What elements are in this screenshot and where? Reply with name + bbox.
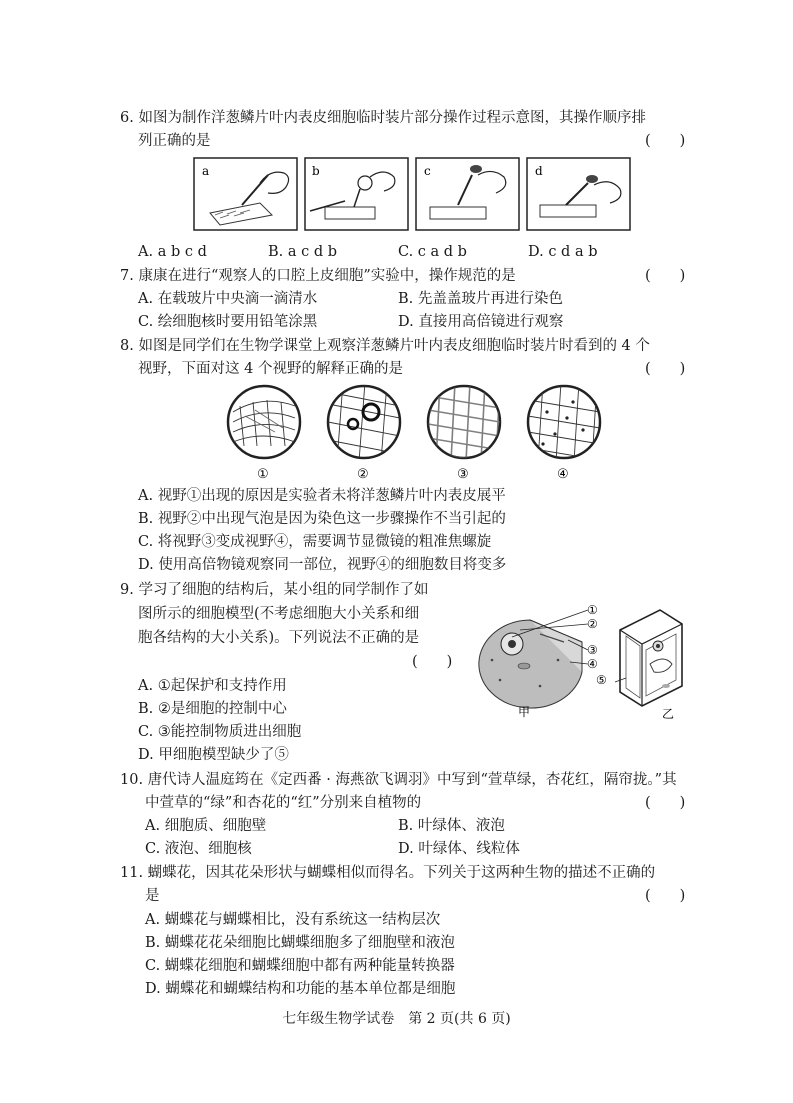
- q6-option-c: C. c a d b: [398, 244, 467, 260]
- q6-panel-a: [194, 158, 297, 230]
- q9-option-a: A. ①起保护和支持作用: [138, 678, 287, 694]
- q10-answer-paren: ( ): [645, 795, 686, 811]
- q8-option-c: C. 将视野③变成视野④，需要调节显微镜的粗准焦螺旋: [138, 534, 492, 550]
- q9-answer-paren: ( ): [412, 654, 453, 670]
- q8-field-2: [328, 382, 400, 482]
- q8-field-3-label: ③: [457, 467, 469, 482]
- q8-stem-line1: 8. 如图是同学们在生物学课堂上观察洋葱鳞片叶内表皮细胞临时装片时看到的 4 个: [120, 338, 650, 354]
- q8-option-a: A. 视野①出现的原因是实验者未将洋葱鳞片叶内表皮展平: [138, 488, 506, 504]
- q6-option-b: B. a c d b: [268, 244, 338, 260]
- q9-label-1: ①: [587, 603, 598, 617]
- q6-option-d: D. c d a b: [528, 244, 598, 260]
- q6-panel-b-label: b: [312, 164, 320, 178]
- q8-field-4: [528, 382, 600, 482]
- q8-answer-paren: ( ): [645, 361, 686, 377]
- q9-cell-model-figure: [470, 600, 695, 720]
- page-footer: 七年级生物学试卷 第 2 页(共 6 页): [282, 1011, 511, 1027]
- q6-panel-a-label: a: [202, 164, 210, 178]
- q9-label-5: ⑤: [596, 673, 607, 687]
- q10-stem-line1: 10. 唐代诗人温庭筠在《定西番 · 海燕欲飞调羽》中写到“萱草绿，杏花红，隔帘拢。”其: [120, 772, 677, 788]
- q9-label-3: ③: [587, 643, 598, 657]
- q8-microscope-fields: [225, 382, 605, 482]
- q8-field-1-label: ①: [257, 467, 269, 482]
- q11-stem-line2: 是: [145, 888, 160, 904]
- q7-option-b: B. 先盖盖玻片再进行染色: [398, 291, 563, 307]
- q10-option-d: D. 叶绿体、线粒体: [398, 841, 520, 857]
- q9-option-b: B. ②是细胞的控制中心: [138, 701, 287, 717]
- q7-option-c: C. 绘细胞核时要用铅笔涂黑: [138, 314, 318, 330]
- q6-panel-c-label: c: [424, 164, 431, 178]
- q9-option-c: C. ③能控制物质进出细胞: [138, 724, 302, 740]
- q7-stem: 7. 康康在进行“观察人的口腔上皮细胞”实验中，操作规范的是: [120, 268, 516, 284]
- q8-stem-line2: 视野，下面对这 4 个视野的解释正确的是: [138, 361, 403, 377]
- q6-panel-d-label: d: [535, 164, 543, 178]
- q9-stem-line3: 胞各结构的大小关系)。下列说法不正确的是: [138, 630, 420, 646]
- q10-stem-line2: 中萱草的“绿”和杏花的“红”分别来自植物的: [145, 795, 422, 811]
- q11-option-a: A. 蝴蝶花与蝴蝶相比，没有系统这一结构层次: [145, 912, 441, 928]
- q7-option-d: D. 直接用高倍镜进行观察: [398, 314, 564, 330]
- q9-plant-cell-model: [615, 610, 682, 720]
- q8-field-3: [428, 382, 500, 482]
- q9-label-4: ④: [587, 657, 598, 671]
- q6-stem-line1: 6. 如图为制作洋葱鳞片叶内表皮细胞临时装片部分操作过程示意图，其操作顺序排: [120, 110, 646, 126]
- q10-option-b: B. 叶绿体、液泡: [398, 818, 505, 834]
- q9-caption-jia: 甲: [518, 705, 531, 719]
- q6-answer-paren: ( ): [645, 133, 686, 149]
- q9-caption-yi: 乙: [662, 707, 675, 720]
- q6-panel-b: [305, 158, 408, 230]
- q8-field-2-label: ②: [357, 467, 369, 482]
- q8-field-1: [228, 386, 300, 482]
- q11-option-d: D. 蝴蝶花和蝴蝶结构和功能的基本单位都是细胞: [145, 981, 456, 997]
- q7-option-a: A. 在载玻片中央滴一滴清水: [138, 291, 318, 307]
- q10-option-c: C. 液泡、细胞核: [145, 841, 252, 857]
- q6-panel-c: [416, 158, 519, 230]
- q10-option-a: A. 细胞质、细胞壁: [145, 818, 267, 834]
- q8-option-d: D. 使用高倍物镜观察同一部位，视野④的细胞数目将变多: [138, 557, 507, 573]
- q11-option-c: C. 蝴蝶花细胞和蝴蝶细胞中都有两种能量转换器: [145, 958, 455, 974]
- q6-panel-d: [527, 158, 630, 230]
- q9-stem-line2: 图所示的细胞模型(不考虑细胞大小关系和细: [138, 606, 420, 622]
- q11-stem-line1: 11. 蝴蝶花，因其花朵形状与蝴蝶相似而得名。下列关于这两种生物的描述不正确的: [120, 865, 656, 881]
- q6-procedure-figure: [190, 155, 635, 235]
- q8-option-b: B. 视野②中出现气泡是因为染色这一步骤操作不当引起的: [138, 511, 506, 527]
- q6-option-a: A. a b c d: [138, 244, 207, 260]
- q9-stem-line1: 9. 学习了细胞的结构后，某小组的同学制作了如: [120, 582, 429, 598]
- q6-stem-line2: 列正确的是: [138, 133, 211, 149]
- q9-animal-cell-model: [479, 620, 582, 719]
- q11-answer-paren: ( ): [645, 888, 686, 904]
- q8-field-4-label: ④: [557, 467, 569, 482]
- q7-answer-paren: ( ): [645, 268, 686, 284]
- q9-option-d: D. 甲细胞模型缺少了⑤: [138, 747, 289, 763]
- q11-option-b: B. 蝴蝶花花朵细胞比蝴蝶细胞多了细胞壁和液泡: [145, 935, 455, 951]
- q9-label-2: ②: [587, 617, 598, 631]
